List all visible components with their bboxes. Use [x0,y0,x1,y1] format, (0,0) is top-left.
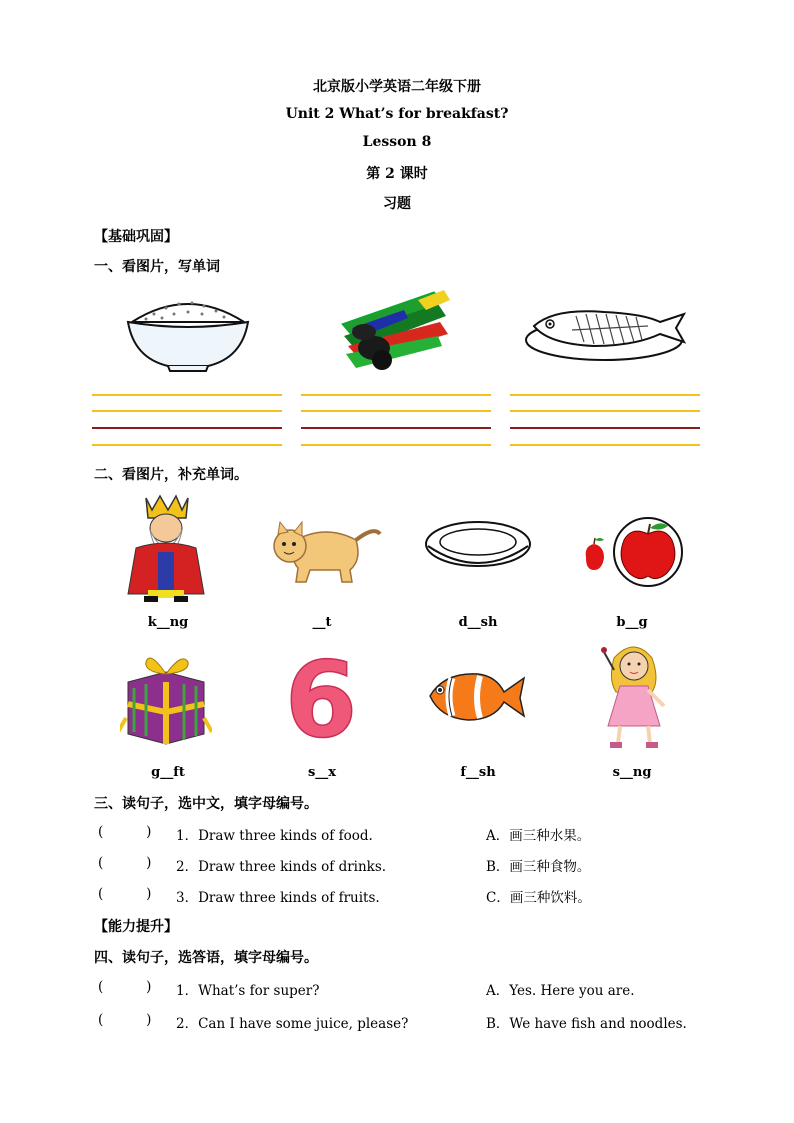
answer-blank-3-3[interactable]: ( ) [98,886,152,902]
gift-picture [120,648,212,746]
part1-heading: 一、看图片，写单词 [94,259,220,275]
part2-heading: 二、看图片，补充单词。 [94,467,248,483]
king-picture [122,494,210,604]
rice-bowl-picture [124,292,252,372]
writing-lines-3[interactable] [510,394,700,454]
word-big: b__g [616,615,648,630]
word-six: s__x [307,765,337,780]
word-gift: g__ft [151,765,185,780]
option-4-a: A．Yes. Here you are. [486,983,635,999]
answer-blank-4-1[interactable]: ( ) [98,979,152,995]
word-cat: __t [312,615,332,630]
vegetables-picture [334,288,456,376]
question-3-3: 3．Draw three kinds of fruits. [176,890,380,906]
option-3-b: B．画三种食物。 [486,859,591,875]
number-six-glyph: 6 [284,652,358,742]
question-4-2: 2．Can I have some juice, please? [176,1016,409,1032]
question-3-1: 1．Draw three kinds of food. [176,828,373,844]
clownfish-picture [424,664,528,726]
question-4-1: 1．What’s for super? [176,983,320,999]
writing-lines-1[interactable] [92,394,282,454]
writing-lines-2[interactable] [301,394,491,454]
answer-blank-3-1[interactable]: ( ) [98,824,152,840]
cat-picture [266,510,384,586]
lesson-title: Lesson 8 [362,134,432,150]
exercise-title: 习题 [383,196,411,212]
period-title: 第 2 课时 [366,166,428,182]
apple-picture [582,516,686,588]
part3-heading: 三、读句子，选中文，填字母编号。 [94,796,318,812]
number-six-picture [282,652,360,742]
word-dish: d__sh [458,615,498,630]
section-basic-heading: 【基础巩固】 [94,229,178,245]
section-advanced-heading: 【能力提升】 [94,919,178,935]
option-3-c: C．画三种饮料。 [486,890,591,906]
singing-girl-picture [594,640,674,752]
option-4-b: B．We have fish and noodles. [486,1016,687,1032]
answer-blank-4-2[interactable]: ( ) [98,1012,152,1028]
word-sing: s__ng [612,765,652,780]
option-3-a: A．画三种水果。 [486,828,591,844]
unit-title: Unit 2 What’s for breakfast? [285,106,509,122]
word-fish: f__sh [460,765,496,780]
dish-picture [424,518,532,574]
word-king: k__ng [147,615,189,630]
answer-blank-3-2[interactable]: ( ) [98,855,152,871]
question-3-2: 2．Draw three kinds of drinks. [176,859,387,875]
book-title: 北京版小学英语二年级下册 [313,79,481,95]
part4-heading: 四、读句子，选答语，填字母编号。 [94,950,318,966]
fish-on-plate-picture [524,302,688,364]
